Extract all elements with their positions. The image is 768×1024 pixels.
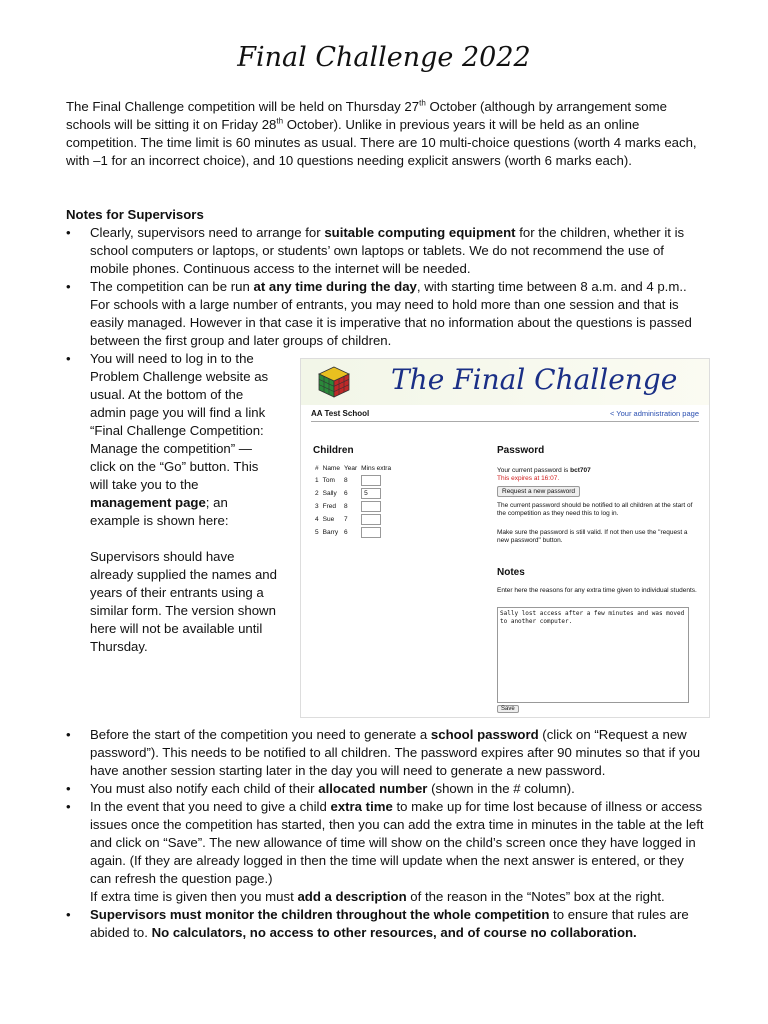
bullet-icon: •	[66, 351, 71, 366]
row-name: Barry	[322, 529, 339, 536]
mins-extra-input[interactable]	[361, 527, 381, 538]
bullet-item	[66, 726, 706, 780]
table-row	[315, 500, 395, 513]
save-button[interactable]: Save	[497, 705, 519, 713]
mins-cell	[361, 487, 395, 500]
bullet-bold: No calculators, no access to other resources, and of course no collaboration.	[151, 925, 637, 940]
row-year: 7	[343, 516, 348, 523]
column-header: #	[315, 465, 319, 472]
table-header-row	[315, 465, 395, 474]
row-number: 5	[315, 529, 319, 536]
login-paragraph	[90, 350, 280, 530]
mins-cell	[361, 526, 395, 539]
notes-section-heading: Notes	[497, 567, 525, 578]
document-title: Final Challenge 2022	[237, 42, 531, 73]
row-year: 6	[343, 490, 348, 497]
table-row	[315, 487, 395, 500]
row-number: 3	[315, 503, 319, 510]
login-bullet	[90, 350, 280, 656]
bullet-text: (shown in the # column).	[427, 781, 575, 796]
table-row	[315, 513, 395, 526]
login-bold: management page	[90, 495, 206, 510]
intro-sup-2: th	[276, 116, 284, 126]
bullet-item	[66, 798, 706, 906]
notes-heading: Notes for Supervisors	[66, 207, 204, 222]
intro-sup-1: th	[419, 98, 426, 108]
row-year: 6	[343, 529, 348, 536]
bullet-item	[66, 224, 706, 278]
bullet-bold: add a description	[297, 889, 407, 904]
row-number: 4	[315, 516, 319, 523]
row-number: 2	[315, 490, 319, 497]
intro-text-3: October). Unlike in previous years it will be held as an online competition. The time limit is 60 minutes as usual. There are 10 multi-choice questions (worth 4 marks each, with –1 for an incorrect choice), and 10 questions needing explicit answers (worth 6 marks each).	[66, 117, 697, 168]
bullet-icon: •	[66, 225, 71, 240]
bullet-icon: •	[66, 799, 71, 814]
row-name: Fred	[322, 503, 336, 510]
mins-cell	[361, 474, 395, 487]
bullet-item	[66, 906, 706, 942]
intro-text-2: October (although by arrangement some schools will be sitting it on Friday 28	[66, 99, 667, 132]
row-name: Sue	[322, 516, 335, 523]
divider	[311, 421, 699, 422]
bullet-text: , with starting time between 8 a.m. and 4 p.m.. For schools with a large number of entrants, you may need to hold more than one session and that is easily managed. However in that case it is imperative that no information about the questions is passed between the first group and later groups of children.	[90, 279, 692, 348]
school-name: AA Test School	[311, 409, 370, 418]
current-password	[497, 467, 701, 483]
bullet-list-bottom	[66, 726, 706, 942]
password-note-2: Make sure the password is still valid. If not then use the "request a new password" button.	[497, 529, 688, 544]
bullet-item	[66, 278, 706, 350]
intro-paragraph	[66, 98, 706, 170]
bullet-icon: •	[66, 907, 71, 922]
bullet-text: The competition can be run	[90, 279, 254, 294]
table-row	[315, 526, 395, 539]
mins-extra-input[interactable]	[361, 501, 381, 512]
bullet-bold: extra time	[330, 799, 393, 814]
bullet-bold: at any time during the day	[253, 279, 417, 294]
mins-extra-input[interactable]	[361, 475, 381, 486]
bullet-bold: allocated number	[318, 781, 428, 796]
management-page-screenshot	[300, 358, 710, 718]
mins-extra-input[interactable]: 5	[361, 488, 381, 499]
row-year: 8	[343, 477, 348, 484]
bullet-list-top	[66, 224, 706, 350]
column-header: Year	[343, 465, 358, 472]
password-expiry: This expires at 16:07.	[497, 475, 560, 482]
request-password-button[interactable]: Request a new password	[497, 486, 580, 497]
bullet-text: of the reason in the “Notes” box at the right.	[406, 889, 665, 904]
bullet-text: (click on “Request a new password”). This needs to be notified to all children. The password expires after 90 minutes so that if you have another session starting later in the day you will need to generate a new password.	[90, 727, 701, 778]
supervisors-paragraph: Supervisors should have already supplied the names and years of their entrants using a similar form. The version shown here will not be available until Thursday.	[90, 549, 277, 654]
bullet-text: to make up for time lost because of illness or access issues once the competition has started, then you can add the extra time in minutes in the table at the left and click on “Save”. The new allowance of time will show on the child’s screen once they have logged in again. (If they are already logged in then the time will update when the next answer is entered, or they can refresh the question page.)	[90, 799, 704, 886]
admin-page-link[interactable]: < Your administration page	[609, 409, 699, 418]
notes-intro: Enter here the reasons for any extra time given to individual students.	[497, 587, 697, 594]
password-heading: Password	[497, 445, 545, 456]
login-text: ; an example is shown here:	[90, 495, 229, 528]
row-name: Sally	[322, 490, 337, 497]
row-number: 1	[315, 477, 319, 484]
column-header: Name	[322, 465, 340, 472]
bullet-icon: •	[66, 781, 71, 796]
bullet-bold: suitable computing equipment	[324, 225, 516, 240]
bullet-text: to ensure that rules are abided to.	[90, 907, 689, 940]
mins-extra-input[interactable]	[361, 514, 381, 525]
row-year: 8	[343, 503, 348, 510]
mins-cell	[361, 513, 395, 526]
login-text: You will need to log in to the Problem Challenge website as usual. At the bottom of the admin page you will find a link “Final Challenge Competition: Manage the competition” — click on the “Go” button. This will take you to the	[90, 351, 269, 492]
banner	[301, 359, 709, 405]
bullet-bold: Supervisors must monitor the children throughout the whole competition	[90, 907, 550, 922]
bullet-text: Clearly, supervisors need to arrange for	[90, 225, 325, 240]
rubiks-cube-icon	[317, 365, 351, 399]
children-heading: Children	[313, 445, 354, 456]
password-label: Your current password is	[497, 467, 571, 474]
banner-title: The Final Challenge	[391, 363, 678, 396]
bullet-text: for the children, whether it is school computers or laptops, or students’ own laptops or tablets. We do not recommend the use of mobile phones. Continuous access to the internet will be needed.	[90, 225, 685, 276]
bullet-text: You must also notify each child of their	[90, 781, 319, 796]
row-name: Tom	[322, 477, 335, 484]
bullet-text: If extra time is given then you must	[90, 889, 298, 904]
mins-cell	[361, 500, 395, 513]
intro-text-1: The Final Challenge competition will be held on Thursday 27	[66, 99, 420, 114]
bullet-item	[66, 780, 706, 798]
bullet-text: Before the start of the competition you need to generate a	[90, 727, 431, 742]
table-row	[315, 474, 395, 487]
bullet-icon: •	[66, 279, 71, 294]
bullet-bold: school password	[430, 727, 539, 742]
column-header: Mins extra	[361, 465, 392, 472]
password-note-1: The current password should be notified to all children at the start of the competition as they need this to log in.	[497, 502, 693, 517]
bullet-text: In the event that you need to give a child	[90, 799, 331, 814]
children-table	[315, 465, 395, 539]
notes-textarea[interactable]: Sally lost access after a few minutes and was moved to another computer.	[497, 607, 689, 703]
bullet-icon: •	[66, 727, 71, 742]
password-value: bct707	[570, 467, 591, 474]
